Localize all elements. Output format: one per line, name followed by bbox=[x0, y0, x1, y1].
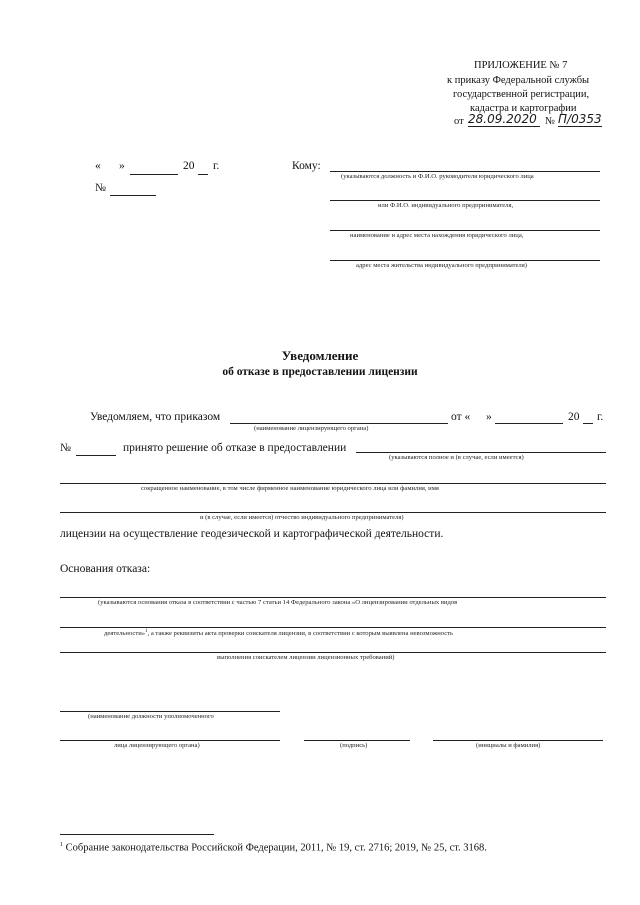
footnote-ref: 1 bbox=[145, 629, 148, 634]
appendix-date-value: 28.09.2020 bbox=[468, 112, 540, 127]
order-year-suffix: г. bbox=[597, 411, 604, 423]
appendix-date-prefix: от bbox=[454, 116, 464, 127]
order-number-sign: № bbox=[60, 442, 71, 454]
grounds-line-3 bbox=[60, 652, 606, 653]
applicant-line-3 bbox=[60, 512, 606, 513]
date-month-line bbox=[130, 174, 178, 175]
recipient-caption-3: наименование и адрес места нахождения юридического лица, bbox=[350, 232, 524, 239]
sign-line bbox=[304, 740, 410, 741]
grounds-line-1 bbox=[60, 597, 606, 598]
order-number-line bbox=[76, 455, 116, 456]
date-open-quote: « bbox=[95, 160, 101, 172]
appendix-line-3: кадастра и картографии bbox=[470, 103, 577, 114]
position-line-2 bbox=[60, 740, 280, 741]
recipient-caption-4: адрес места жительства индивидуального предпринимателя) bbox=[356, 262, 527, 269]
date-year: 20 bbox=[183, 160, 195, 172]
recipient-caption-2: или Ф.И.О. индивидуального предпринимателя, bbox=[378, 202, 514, 209]
footnote-mark: 1 bbox=[60, 842, 63, 848]
grounds-caption-2 bbox=[104, 629, 453, 637]
recipient-line-3 bbox=[330, 230, 600, 231]
appendix-title: ПРИЛОЖЕНИЕ № 7 bbox=[474, 60, 568, 71]
appendix-number-value: П/0353 bbox=[558, 112, 602, 126]
order-year: 20 bbox=[568, 411, 580, 423]
date-year-line bbox=[198, 174, 208, 175]
recipient-caption-1: (указываются должность и Ф.И.О. руководителя юридического лица bbox=[341, 173, 534, 180]
appendix-line-2: государственной регистрации, bbox=[453, 89, 590, 100]
date-close-quote: » bbox=[119, 160, 125, 172]
sign-caption: (подпись) bbox=[340, 742, 368, 749]
grounds-caption-2b: , а также реквизиты акта проверки соискателя лицензии, в соответствии с которым выявлена невозможность bbox=[147, 630, 454, 638]
initials-line bbox=[433, 740, 603, 741]
footnote-body: Собрание законодательства Российской Федерации, 2011, № 19, ст. 2716; 2019, № 25, ст. 3168. bbox=[65, 842, 487, 854]
footnote-text bbox=[60, 842, 487, 854]
document-title: Уведомление bbox=[281, 348, 359, 363]
recipient-line-1 bbox=[330, 171, 600, 172]
order-date-close: » bbox=[486, 411, 492, 423]
recipient-line-2 bbox=[330, 200, 600, 201]
to-label: Кому: bbox=[292, 160, 321, 172]
license-text: лицензии на осуществление геодезической и картографической деятельности. bbox=[60, 528, 444, 540]
initials-caption: (инициалы и фамилия) bbox=[476, 742, 541, 749]
applicant-caption-3: и (в случае, если имеется) отчество индивидуального предпринимателя) bbox=[200, 514, 404, 521]
position-line-1 bbox=[60, 711, 280, 712]
grounds-caption-2a: деятельности» bbox=[104, 630, 146, 638]
applicant-line-1 bbox=[356, 452, 606, 453]
order-month-line bbox=[495, 423, 563, 424]
applicant-line-2 bbox=[60, 483, 606, 484]
position-caption-1: (наименование должности уполномоченного bbox=[88, 713, 214, 720]
date-year-suffix: г. bbox=[213, 160, 220, 172]
applicant-caption-2: сокращенное наименование, в том числе фирменное наименование юридического лица или фамилия, имя bbox=[141, 485, 439, 492]
decision-text: принято решение об отказе в предоставлении bbox=[123, 442, 347, 454]
applicant-caption-1: (указываются полное и (в случае, если имеется) bbox=[389, 454, 524, 461]
order-date-open: от « bbox=[451, 411, 471, 423]
grounds-label: Основания отказа: bbox=[60, 563, 151, 575]
org-line bbox=[230, 423, 448, 424]
grounds-caption-1: (указываются основания отказа в соответствии с частью 7 статьи 14 Федерального закона «О лицензировании отдельных видов bbox=[98, 599, 458, 606]
recipient-line-4 bbox=[330, 260, 600, 261]
org-caption: (наименование лицензирующего органа) bbox=[254, 425, 369, 432]
order-year-line bbox=[583, 423, 593, 424]
notify-text: Уведомляем, что приказом bbox=[90, 411, 221, 423]
position-caption-2: лица лицензирующего органа) bbox=[114, 742, 200, 749]
appendix-line-1: к приказу Федеральной службы bbox=[447, 75, 590, 86]
number-sign: № bbox=[95, 182, 106, 194]
grounds-caption-3: выполнения соискателем лицензии лицензионных требований) bbox=[217, 654, 395, 661]
document-subtitle: об отказе в предоставлении лицензии bbox=[222, 366, 418, 378]
footnote-separator bbox=[60, 834, 214, 835]
appendix-number-prefix: № bbox=[545, 116, 556, 127]
grounds-line-2 bbox=[60, 627, 606, 628]
number-line bbox=[110, 195, 156, 196]
